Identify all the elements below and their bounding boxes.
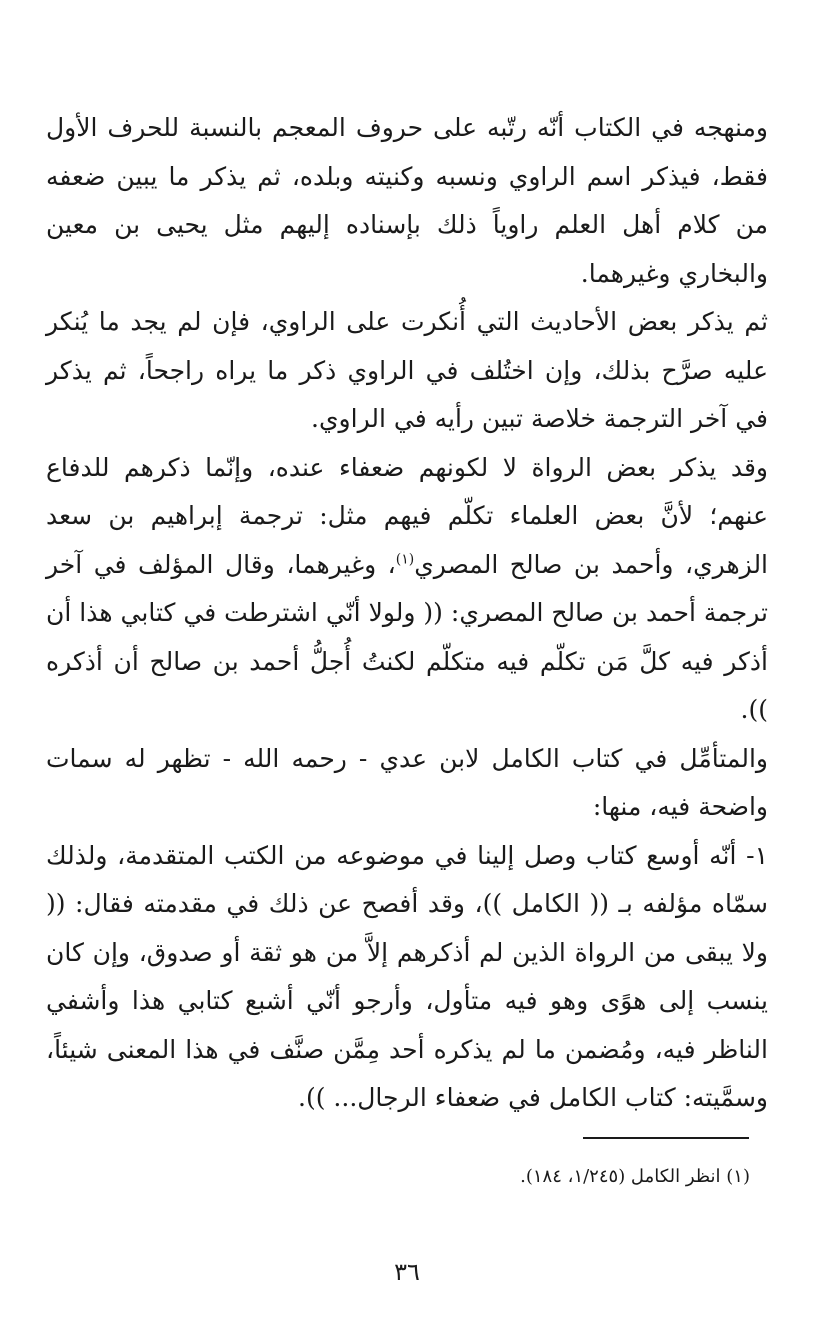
page-body: [46, 104, 768, 1123]
paragraph-methodology: ومنهجه في الكتاب أنّه رتّبه على حروف المعجم بالنسبة للحرف الأول فقط، فيذكر اسم الراوي ونسبه وكنيته وبلده، ثم يذكر ما يبين ضعفه من كلام أهل العلم راوياً ذلك بإسناده إليهم مثل يحيى بن معين والبخاري وغيرهما.: [46, 113, 768, 288]
paragraph-defense-continuation: ، وغيرهما، وقال المؤلف في آخر ترجمة أحمد بن صالح المصري: (( ولولا أنّي اشترطت في كتابي هذا أن أذكر فيه كلَّ مَن تكلّم فيه متكلّم لكنتُ أُجلُّ أحمد بن صالح أن أذكره )).: [46, 549, 768, 724]
paragraph-defense: [46, 444, 768, 735]
footnote-divider: [583, 1137, 749, 1139]
paragraph-defense-text: وقد يذكر بعض الرواة لا لكونهم ضعفاء عنده، وإنّما ذكرهم للدفاع عنهم؛ لأنَّ بعض العلماء تكلّم فيهم مثل: ترجمة إبراهيم بن سعد الزهري، وأحمد بن صالح المصري: [46, 452, 769, 579]
footnote-marker: (١): [395, 551, 415, 568]
paragraph-features-intro: والمتأمِّل في كتاب الكامل لابن عدي - رحمه الله - تظهر له سمات واضحة فيه، منها:: [46, 743, 768, 821]
page-number: ٣٦: [394, 1258, 420, 1286]
paragraph-hadith-mention: ثم يذكر بعض الأحاديث التي أُنكرت على الراوي، فإن لم يجد ما يُنكر عليه صرَّح بذلك، وإن اختُلف في الراوي ذكر ما يراه راجحاً، ثم يذكر في آخر الترجمة خلاصة تبين رأيه في الراوي.: [46, 307, 768, 433]
footnote-text: (١) انظر الكامل (١/٢٤٥، ١٨٤).: [520, 1166, 750, 1187]
paragraph-feature-one: ١- أنّه أوسع كتاب وصل إلينا في موضوعه من الكتب المتقدمة، ولذلك سمّاه مؤلفه بـ (( الكامل ))، وقد أفصح عن ذلك في مقدمته فقال: (( ولا يبقى من الرواة الذين لم أذكرهم إلاَّ من هو ثقة أو صدوق، وإن كان ينسب إلى هوًى وهو فيه متأول، وأرجو أنّي أشبع كتابي هذا وأشفي الناظر فيه، ومُضمن ما لم يذكره أحد مِمَّن صنَّف في هذا المعنى شيئاً، وسمَّيته: كتاب الكامل في ضعفاء الرجال... )).: [46, 840, 768, 1112]
